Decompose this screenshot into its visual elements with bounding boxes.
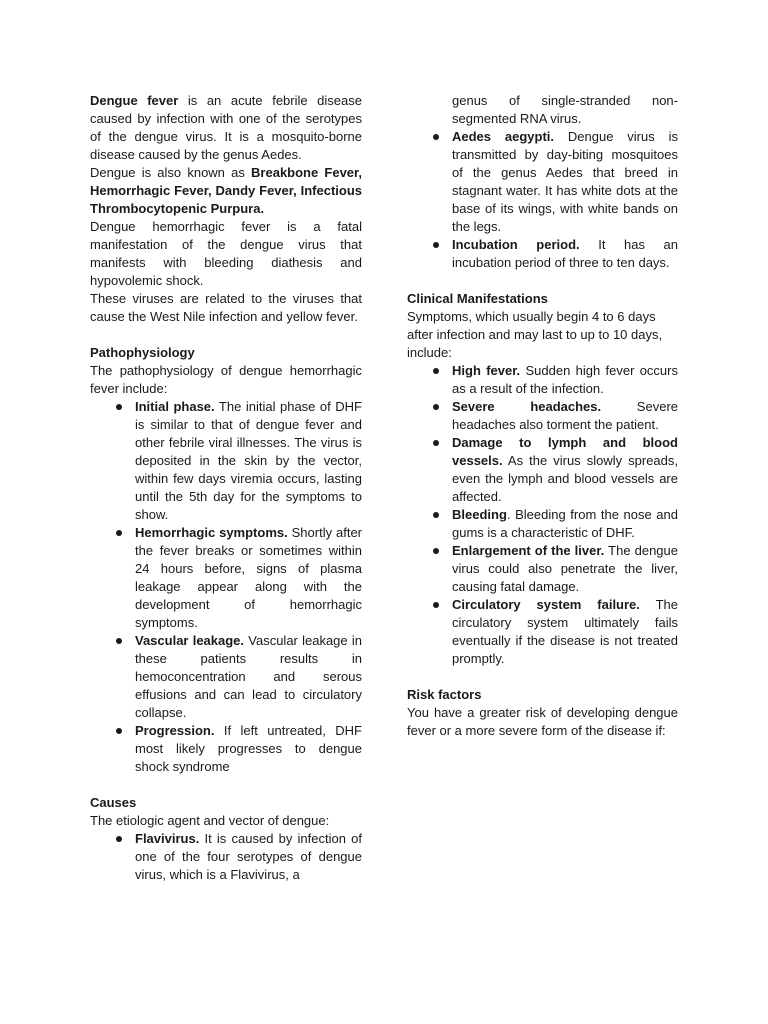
pathophysiology-heading: Pathophysiology — [90, 345, 195, 360]
item-text: It has an incubation period of three to ten days. — [452, 237, 679, 270]
intro-paragraph-3: Dengue hemorrhagic fever is a fatal manifestation of the dengue virus that manifests with bleeding diathesis and hypovolemic shock. — [90, 219, 362, 288]
item-text: It is caused by infection of one of the four serotypes of dengue virus, which is a Flavivirus, a — [135, 831, 362, 882]
dengue-fever-term: Dengue fever — [90, 93, 179, 108]
list-item — [407, 596, 678, 668]
list-item — [90, 398, 362, 524]
intro-paragraph-2-lead: Dengue is also known as — [90, 165, 252, 180]
item-text: If left untreated, DHF most likely progresses to dengue shock syndrome — [135, 723, 362, 774]
list-item — [407, 398, 678, 434]
causes-heading: Causes — [90, 795, 137, 810]
item-term: Severe headaches. — [452, 399, 602, 414]
item-text: The circulatory system ultimately fails eventually if the disease is not treated promptly. — [452, 597, 678, 666]
item-text: As the virus slowly spreads, even the lymph and blood vessels are affected. — [452, 453, 678, 504]
intro-paragraph-1 — [90, 92, 362, 164]
list-item — [407, 128, 678, 236]
left-column — [90, 92, 362, 884]
item-term: Flavivirus. — [135, 831, 200, 846]
item-term: Aedes aegypti. — [452, 129, 555, 144]
list-item — [407, 236, 678, 272]
item-term: High fever. — [452, 363, 521, 378]
item-term: Hemorrhagic symptoms. — [135, 525, 288, 540]
list-item — [90, 722, 362, 776]
causes-intro: The etiologic agent and vector of dengue: — [90, 813, 330, 828]
risk-intro: You have a greater risk of developing dengue fever or a more severe form of the disease if: — [407, 705, 678, 738]
item-term: Damage to lymph and blood vessels. — [452, 435, 678, 468]
list-item — [90, 524, 362, 632]
list-item — [407, 506, 678, 542]
clinical-list — [407, 362, 678, 668]
item-text: The dengue virus could also penetrate the liver, causing fatal damage. — [452, 543, 678, 594]
intro-paragraph-2 — [90, 164, 362, 218]
clinical-intro: Symptoms, which usually begin 4 to 6 days after infection and may last to up to 10 days, include: — [407, 309, 663, 360]
item-text: Severe headaches also torment the patient. — [452, 399, 678, 432]
item-text: Vascular leakage in these patients results in hemoconcentration and serous effusions and can lead to circulatory collapse. — [135, 633, 362, 720]
causes-list-continued — [407, 92, 678, 272]
list-item — [407, 434, 678, 506]
item-term: Enlargement of the liver. — [452, 543, 605, 558]
risk-factors-heading: Risk factors — [407, 687, 482, 702]
item-term: Vascular leakage. — [135, 633, 245, 648]
pathophysiology-list — [90, 398, 362, 776]
causes-list — [90, 830, 362, 884]
list-item — [90, 830, 362, 884]
dengue-alternate-names: Breakbone Fever, Hemorrhagic Fever, Dandy Fever, Infectious Thrombocytopenic Purpura. — [90, 165, 362, 216]
list-item — [407, 542, 678, 596]
item-term: Bleeding — [452, 507, 507, 522]
item-term: Incubation period. — [452, 237, 580, 252]
item-term: Initial phase. — [135, 399, 215, 414]
clinical-manifestations-heading: Clinical Manifestations — [407, 291, 548, 306]
item-term: Circulatory system failure. — [452, 597, 640, 612]
item-term: Progression. — [135, 723, 215, 738]
list-item — [90, 632, 362, 722]
list-item-continued: genus of single-stranded non-segmented RNA virus. — [452, 93, 678, 126]
item-text: The initial phase of DHF is similar to that of dengue fever and other febrile viral illnesses. The virus is deposited in the skin by the vector, within few days viremia occurs, lasting until the 5th day for the symptoms to show. — [135, 399, 362, 522]
intro-paragraph-4: These viruses are related to the viruses that cause the West Nile infection and yellow fever. — [90, 291, 362, 324]
item-text: . Bleeding from the nose and gums is a characteristic of DHF. — [452, 507, 678, 540]
pathophysiology-intro: The pathophysiology of dengue hemorrhagic fever include: — [90, 363, 362, 396]
list-item — [407, 362, 678, 398]
item-text: Shortly after the fever breaks or sometimes within 24 hours before, signs of plasma leakage appear along with the development of hemorrhagic symptoms. — [135, 525, 363, 630]
item-text: Sudden high fever occurs as a result of the infection. — [452, 363, 678, 396]
right-column — [407, 92, 678, 740]
item-text: Dengue virus is transmitted by day-biting mosquitoes of the genus Aedes that breed in stagnant water. It has white dots at the base of its wings, with white bands on the legs. — [452, 129, 678, 234]
intro-paragraph-1-text: is an acute febrile disease caused by infection with one of the serotypes of the dengue virus. It is a mosquito-borne disease caused by the genus Aedes. — [90, 93, 362, 162]
